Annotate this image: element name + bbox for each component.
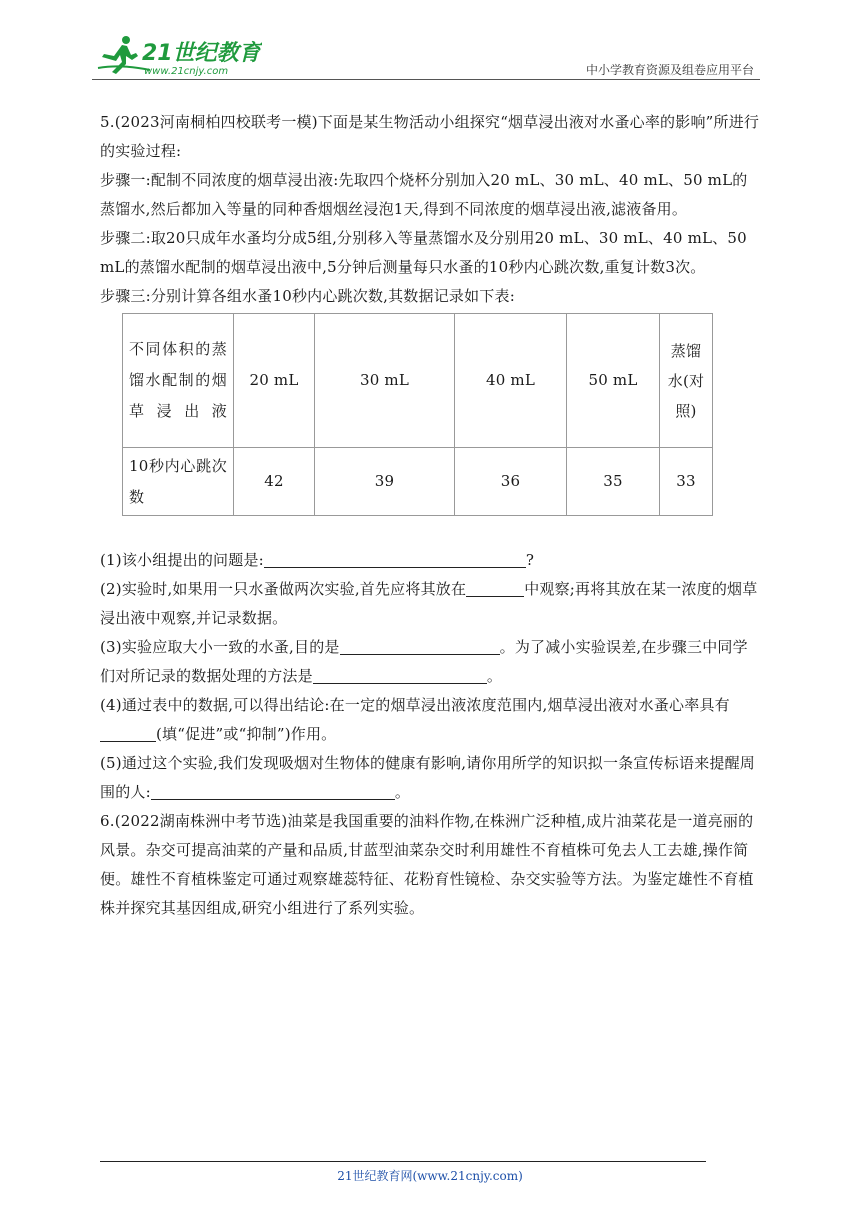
answer-blank[interactable] [466, 578, 524, 597]
sub-question-5-text: (5)通过这个实验,我们发现吸烟对生物体的健康有影响,请你用所学的知识拟一条宣传标语来提醒周围的人: [100, 754, 755, 801]
sub-question-2-end: 中观察;再将其放在某一浓度的烟草浸出液中观察,并记录数据。 [100, 580, 758, 627]
sub-question-3 [100, 633, 762, 691]
table-row [123, 448, 713, 516]
sub-question-3-end: 。 [486, 667, 503, 685]
sub-question-4-end: (填“促进”或“抑制”)作用。 [156, 725, 337, 743]
answer-blank[interactable] [151, 781, 395, 800]
q5-intro: 5.(2023河南桐柏四校联考一模)下面是某生物活动小组探究“烟草浸出液对水蚤心率的影响”所进行的实验过程: [100, 113, 760, 160]
table-header-cell: 10秒内心跳次数 [123, 448, 234, 516]
sub-question-1 [100, 546, 762, 575]
answer-blank[interactable] [340, 636, 500, 655]
header-divider [92, 79, 760, 80]
table-cell: 36 [455, 448, 567, 516]
footer-divider [100, 1161, 706, 1162]
q5-step1: 步骤一:配制不同浓度的烟草浸出液:先取四个烧杯分别加入20 mL、30 mL、40 mL、50 mL的蒸馏水,然后都加入等量的同种香烟烟丝浸泡1天,得到不同浓度的烟草浸出液,滤液备用。 [100, 171, 748, 218]
table-cell: 33 [660, 448, 713, 516]
table-cell: 20 mL [234, 314, 315, 448]
platform-title: 中小学教育资源及组卷应用平台 [585, 63, 754, 77]
table-cell: 42 [234, 448, 315, 516]
table-row [123, 314, 713, 448]
logo-url: www.21cnjy.com [144, 66, 229, 77]
logo-text: 21世纪教育 [142, 41, 261, 66]
sub-question-4 [100, 691, 762, 749]
question-content [100, 108, 762, 923]
sub-question-2-text: (2)实验时,如果用一只水蚤做两次实验,首先应将其放在 [100, 580, 467, 598]
table-cell: 40 mL [455, 314, 567, 448]
q5-step2: 步骤二:取20只成年水蚤均分成5组,分别移入等量蒸馏水及分别用20 mL、30 mL、40 mL、50 mL的蒸馏水配制的烟草浸出液中,5分钟后测量每只水蚤的10秒内心跳次数,重复计数3次。 [100, 229, 747, 276]
sub-question-1-text: (1)该小组提出的问题是: [100, 551, 264, 569]
q5-step3: 步骤三:分别计算各组水蚤10秒内心跳次数,其数据记录如下表: [100, 287, 515, 305]
page-header [92, 28, 760, 82]
table-cell: 39 [315, 448, 455, 516]
sub-question-5 [100, 749, 762, 807]
table-cell: 蒸馏水(对照) [660, 314, 713, 448]
sub-question-2 [100, 575, 762, 633]
data-table [122, 313, 713, 516]
sub-question-4-text: (4)通过表中的数据,可以得出结论:在一定的烟草浸出液浓度范围内,烟草浸出液对水蚤心率具有 [100, 696, 730, 714]
table-cell: 30 mL [315, 314, 455, 448]
sub-question-1-end: ? [525, 551, 535, 569]
answer-blank[interactable] [264, 549, 526, 568]
q6-text: 6.(2022湖南株洲中考节选)油菜是我国重要的油料作物,在株洲广泛种植,成片油菜花是一道亮丽的风景。杂交可提高油菜的产量和品质,甘蓝型油菜杂交时利用雄性不育植株可免去人工去雄,操作简便。雄性不育植株鉴定可通过观察雄蕊特征、花粉育性镜检、杂交实验等方法。为鉴定雄性不育植株并探究其基因组成,研究小组进行了系列实验。 [100, 812, 754, 917]
table-header-cell: 不同体积的蒸馏水配制的烟草浸出液 [123, 314, 234, 448]
answer-blank[interactable] [100, 723, 156, 742]
logo [92, 34, 262, 78]
table-cell: 50 mL [567, 314, 660, 448]
sub-question-3-text: (3)实验应取大小一致的水蚤,目的是 [100, 638, 340, 656]
answer-blank[interactable] [313, 665, 487, 684]
page-footer: 21世纪教育网(www.21cnjy.com) [337, 1169, 523, 1183]
sub-question-3-mid: 。为了减小实验误差,在步骤三中同学们对所记录的数据处理的方法是 [100, 638, 748, 685]
sub-question-5-end: 。 [394, 783, 411, 801]
table-cell: 35 [567, 448, 660, 516]
